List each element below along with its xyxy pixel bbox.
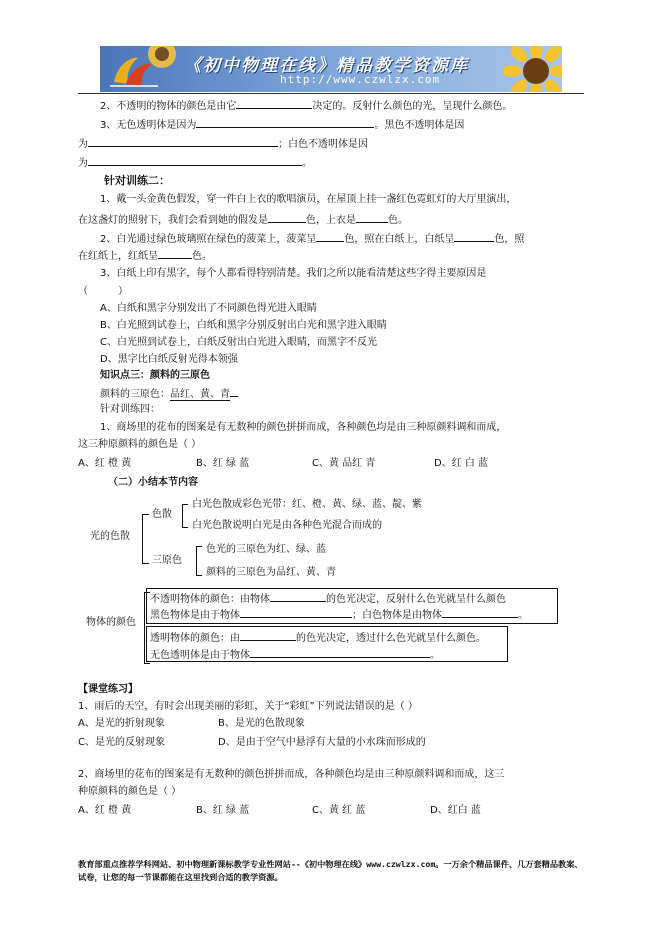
drill4-option-a: A、红 橙 黄 [78, 458, 132, 469]
summary-black-line: 黑色物体是由于物体 ；白色物体是由物体 。 [150, 607, 528, 622]
summary-primaries: 三原色 [152, 555, 182, 566]
drill4-heading: 针对训练四： [100, 404, 160, 415]
summary-transparent-line: 透明物体的颜色：由 的色光决定，透过什么色光就呈什么颜色。 [150, 630, 486, 645]
practice-q1-option-c: C、是光的反射现象 [78, 737, 165, 748]
practice-heading: 【课堂练习】 [78, 684, 138, 695]
summary-brace-primaries [196, 546, 202, 576]
summary-dispersion-1: 白光色散成彩色光带：红、橙、黄、绿、蓝、靛、紫 [192, 499, 422, 510]
summary-light-color: 光的色散 [90, 531, 130, 542]
practice-q2-line2: 种原颜料的颜色是（ ） [78, 786, 182, 797]
drill4-q1-line1: 1、商场里的花布的图案是有无数种的颜色拼拼而成，各种颜色均是由三种原颜料调和而成， [100, 422, 507, 433]
summary-dispersion-2: 白光色散说明白光是由各种色光混合而成的 [192, 520, 382, 531]
summary-object-color: 物体的颜色 [86, 617, 136, 628]
drill2-q1-line2: 在这盏灯的照射下，我们会看到她的假发是 色，上衣是 色。 [78, 212, 408, 227]
summary-opaque-line: 不透明物体的颜色：由物体 的色光决定，反射什么色光就呈什么颜色 [150, 591, 506, 606]
drill2-option-a: A、白纸和黑字分别发出了不同颜色得光进入眼睛 [100, 303, 317, 314]
summary-clear-line: 无色透明体是由于物体 。 [150, 647, 440, 662]
summary-dispersion: 色散 [152, 509, 172, 520]
practice-q1-option-a: A、是光的折射现象 [78, 718, 165, 729]
practice-q2-line1: 2、商场里的花布的图案是有无数种的颜色拼拼而成，各种颜色均是由三种原颜料调和而成，这三 [78, 769, 505, 780]
sunflower-icon [142, 46, 182, 74]
drill2-q3-line1: 3、白纸上印有黑字，每个人都看得特别清楚。我们之所以能看清楚这些字得主要原因是 [100, 268, 487, 279]
practice-q2-option-a: A、红 橙 黄 [78, 805, 132, 816]
drill2-q1-line1: 1、戴一头金黄色假发，穿一件白上衣的歌唱演员，在屋顶上挂一盏红色霓虹灯的大厅里演出， [100, 194, 517, 205]
page-footer: 教育部重点推荐学科网站、初中物理新课标教学专业性网站--《初中物理在线》www.czwlzx.com。一万余个精品课件、几万套精品教案、试卷，让您的每一节课都能在这里找到合适的教学资源。 [78, 859, 583, 882]
sunflower-icon [504, 46, 562, 92]
practice-q1-option-d: D、是由于空气中悬浮有大量的小水珠而形成的 [218, 737, 426, 748]
practice-q2-option-c: C、黄 红 蓝 [312, 805, 366, 816]
practice-q1: 1、雨后的天空，有时会出现美丽的彩虹，关于“彩虹”下列说法错误的是（ ） [78, 701, 418, 712]
drill4-option-d: D、红 白 蓝 [434, 458, 489, 469]
summary-primaries-1: 色光的三原色为红、绿、蓝 [206, 544, 326, 555]
drill4-option-b: B、红 绿 蓝 [196, 458, 250, 469]
drill2-q2-line2: 在红纸上，红纸呈 色。 [78, 248, 212, 263]
intro-line-3b: 为 ；白色不透明体是因 [78, 136, 368, 151]
drill4-q1-line2: 这三种原颜料的颜色是（ ） [78, 439, 202, 450]
header-divider [78, 93, 584, 94]
header-banner [100, 46, 562, 92]
banner-title: 《初中物理在线》精品教学资源库 [184, 56, 469, 76]
drill2-heading: 针对训练二： [104, 174, 170, 187]
drill2-q3-line2: （ ） [78, 286, 128, 297]
summary-primaries-2: 颜料的三原色为品红、黄、青 [206, 567, 336, 578]
drill2-option-c: C、白光照到试卷上，白纸反射出白光进入眼睛，而黑字不反光 [100, 337, 377, 348]
practice-q1-option-b: B、是光的色散现象 [218, 718, 305, 729]
drill2-q2-line1: 2、白光通过绿色玻璃照在绿色的菠菜上，菠菜呈 色，照在白纸上，白纸呈 色，照 [100, 231, 524, 246]
practice-q2-option-b: B、红 绿 蓝 [196, 805, 250, 816]
summary-brace-dispersion [182, 504, 188, 528]
drill2-option-d: D、黑字比白纸反射光得本领强 [100, 354, 238, 365]
drill4-option-c: C、黄 品红 青 [312, 458, 376, 469]
intro-line-2: 2、不透明的物体的颜色是由它 决定的。反射什么颜色的光，呈现什么颜色。 [100, 98, 512, 113]
summary-brace-light [142, 514, 149, 564]
summary-heading: （二）小结本节内容 [108, 477, 198, 488]
banner-url[interactable]: http://www.czwlzx.com [280, 73, 441, 86]
drill2-option-b: B、白光照到试卷上，白纸和黑字分别反射出白光和黑字进入眼睛 [100, 320, 387, 331]
practice-q2-option-d: D、红白 蓝 [430, 805, 481, 816]
point3-heading: 知识点三：颜料的三原色 [100, 370, 210, 381]
intro-line-3c: 为 。 [78, 155, 312, 170]
intro-line-3: 3、无色透明体是因为 。黑色不透明体是因 [100, 117, 464, 132]
point3-primaries: 颜料的三原色：品红、黄、青 [100, 386, 238, 401]
